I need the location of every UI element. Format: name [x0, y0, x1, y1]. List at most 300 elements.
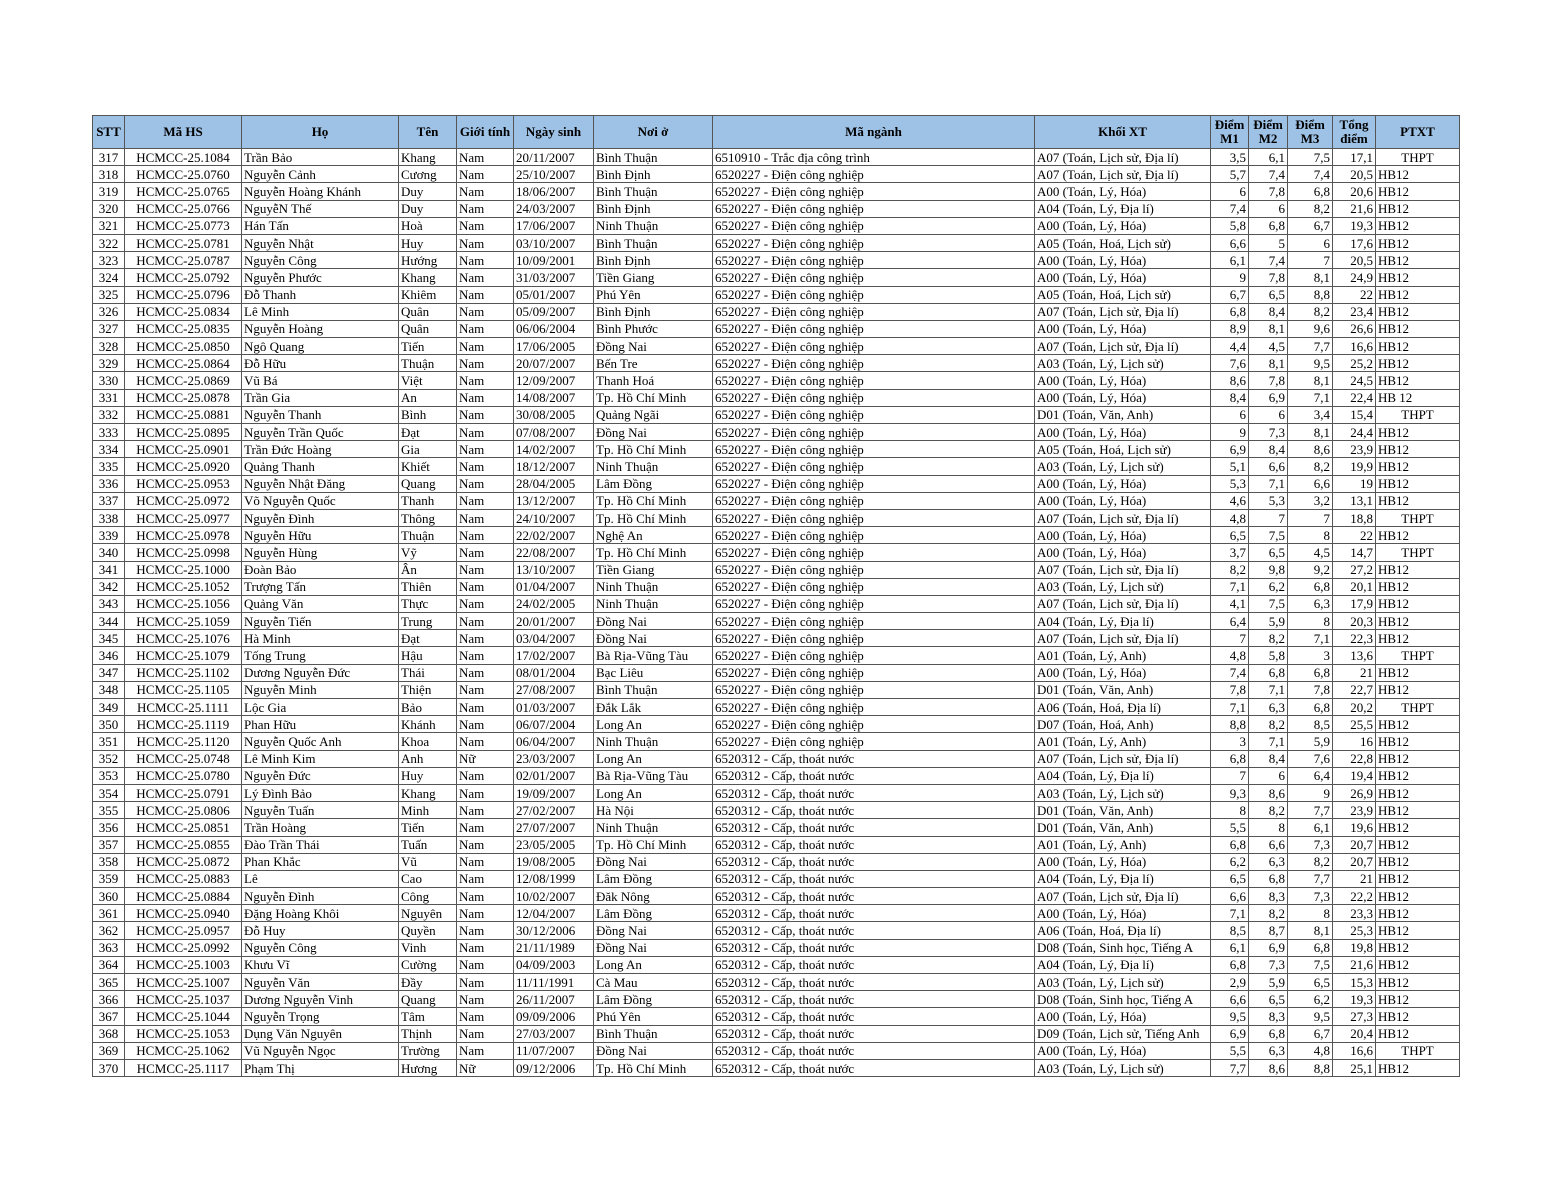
cell-ma-hs: HCMCC-25.0851 — [125, 819, 242, 836]
cell-stt: 317 — [93, 149, 125, 166]
cell-ma-nganh: 6520312 - Cấp, thoát nước — [713, 819, 1035, 836]
cell-ma-hs: HCMCC-25.1052 — [125, 578, 242, 595]
cell-ho: Phan Khắc — [242, 853, 399, 870]
cell-noi-o: Bình Phước — [594, 320, 713, 337]
cell-tong-diem: 19,8 — [1333, 939, 1376, 956]
cell-gioi-tinh: Nam — [457, 424, 514, 441]
cell-diem-m2: 6,5 — [1249, 286, 1288, 303]
cell-ma-nganh: 6520312 - Cấp, thoát nước — [713, 974, 1035, 991]
cell-ma-hs: HCMCC-25.0884 — [125, 888, 242, 905]
cell-ptxt: HB12 — [1376, 716, 1460, 733]
cell-noi-o: Tp. Hồ Chí Minh — [594, 509, 713, 526]
cell-diem-m3: 3,4 — [1288, 406, 1333, 423]
cell-ptxt: HB12 — [1376, 441, 1460, 458]
cell-ptxt: HB12 — [1376, 595, 1460, 612]
cell-gioi-tinh: Nam — [457, 338, 514, 355]
cell-tong-diem: 22,7 — [1333, 681, 1376, 698]
cell-ho: Võ Nguyễn Quốc — [242, 492, 399, 509]
cell-ngay-sinh: 21/11/1989 — [514, 939, 594, 956]
cell-noi-o: Đồng Nai — [594, 939, 713, 956]
cell-diem-m1: 6,4 — [1211, 613, 1249, 630]
cell-diem-m3: 6,8 — [1288, 699, 1333, 716]
table-row — [93, 372, 1460, 389]
cell-ho: Khưu Vĩ — [242, 956, 399, 973]
cell-ngay-sinh: 13/12/2007 — [514, 492, 594, 509]
cell-stt: 350 — [93, 716, 125, 733]
cell-ma-nganh: 6520227 - Điện công nghiệp — [713, 681, 1035, 698]
cell-ten: Thực — [399, 595, 457, 612]
table-row — [93, 561, 1460, 578]
cell-ma-nganh: 6520227 - Điện công nghiệp — [713, 234, 1035, 251]
cell-stt: 328 — [93, 338, 125, 355]
cell-ptxt: THPT — [1376, 1042, 1460, 1059]
cell-ngay-sinh: 24/10/2007 — [514, 509, 594, 526]
cell-khoi-xt: D07 (Toán, Hoá, Anh) — [1035, 716, 1211, 733]
cell-noi-o: Đắk Lắk — [594, 699, 713, 716]
cell-diem-m3: 4,8 — [1288, 1042, 1333, 1059]
cell-diem-m3: 9,5 — [1288, 355, 1333, 372]
cell-diem-m1: 6,9 — [1211, 1025, 1249, 1042]
cell-tong-diem: 24,4 — [1333, 424, 1376, 441]
cell-ma-nganh: 6520312 - Cấp, thoát nước — [713, 750, 1035, 767]
table-row — [93, 1059, 1460, 1076]
cell-diem-m3: 7,6 — [1288, 750, 1333, 767]
cell-noi-o: Bình Thuận — [594, 1025, 713, 1042]
cell-ten: Hậu — [399, 647, 457, 664]
table-row — [93, 286, 1460, 303]
cell-diem-m3: 6,3 — [1288, 595, 1333, 612]
cell-ten: Duy — [399, 200, 457, 217]
cell-ngay-sinh: 17/02/2007 — [514, 647, 594, 664]
table-row — [93, 269, 1460, 286]
cell-ngay-sinh: 23/03/2007 — [514, 750, 594, 767]
cell-tong-diem: 19,4 — [1333, 767, 1376, 784]
cell-stt: 329 — [93, 355, 125, 372]
cell-stt: 354 — [93, 784, 125, 801]
cell-ma-nganh: 6520227 - Điện công nghiệp — [713, 561, 1035, 578]
cell-khoi-xt: A01 (Toán, Lý, Anh) — [1035, 647, 1211, 664]
cell-gioi-tinh: Nam — [457, 320, 514, 337]
cell-noi-o: Tiền Giang — [594, 561, 713, 578]
cell-stt: 322 — [93, 234, 125, 251]
cell-diem-m1: 6,1 — [1211, 252, 1249, 269]
cell-ptxt: HB12 — [1376, 1008, 1460, 1025]
cell-ngay-sinh: 13/10/2007 — [514, 561, 594, 578]
cell-tong-diem: 25,1 — [1333, 1059, 1376, 1076]
cell-diem-m1: 8,6 — [1211, 372, 1249, 389]
cell-ma-hs: HCMCC-25.0878 — [125, 389, 242, 406]
cell-khoi-xt: A06 (Toán, Hoá, Địa lí) — [1035, 699, 1211, 716]
col-header-ptxt: PTXT — [1376, 116, 1460, 149]
cell-ngay-sinh: 17/06/2007 — [514, 217, 594, 234]
cell-noi-o: Ninh Thuận — [594, 819, 713, 836]
cell-ma-hs: HCMCC-25.0806 — [125, 802, 242, 819]
cell-noi-o: Bà Rịa-Vũng Tàu — [594, 647, 713, 664]
cell-ptxt: HB12 — [1376, 939, 1460, 956]
cell-tong-diem: 22,8 — [1333, 750, 1376, 767]
cell-ptxt: THPT — [1376, 647, 1460, 664]
cell-tong-diem: 25,2 — [1333, 355, 1376, 372]
table-row — [93, 406, 1460, 423]
cell-ho: Đoàn Bảo — [242, 561, 399, 578]
cell-diem-m2: 7,4 — [1249, 166, 1288, 183]
cell-ma-hs: HCMCC-25.0972 — [125, 492, 242, 509]
cell-ma-nganh: 6520312 - Cấp, thoát nước — [713, 1025, 1035, 1042]
cell-stt: 356 — [93, 819, 125, 836]
cell-khoi-xt: A00 (Toán, Lý, Hóa) — [1035, 372, 1211, 389]
cell-khoi-xt: A03 (Toán, Lý, Lịch sử) — [1035, 784, 1211, 801]
cell-ten: Đạt — [399, 424, 457, 441]
table-row — [93, 784, 1460, 801]
cell-ngay-sinh: 06/06/2004 — [514, 320, 594, 337]
cell-diem-m1: 3 — [1211, 733, 1249, 750]
cell-tong-diem: 24,5 — [1333, 372, 1376, 389]
cell-ho: Nguyễn Minh — [242, 681, 399, 698]
table-row — [93, 509, 1460, 526]
cell-ho: Nguyễn Hoàng Khánh — [242, 183, 399, 200]
cell-noi-o: Tp. Hồ Chí Minh — [594, 389, 713, 406]
cell-ho: Phan Hữu — [242, 716, 399, 733]
cell-ptxt: HB12 — [1376, 733, 1460, 750]
cell-gioi-tinh: Nam — [457, 389, 514, 406]
cell-diem-m1: 5,1 — [1211, 458, 1249, 475]
cell-diem-m3: 9,6 — [1288, 320, 1333, 337]
cell-ho: Lê — [242, 870, 399, 887]
cell-diem-m3: 8,8 — [1288, 286, 1333, 303]
cell-ma-hs: HCMCC-25.0792 — [125, 269, 242, 286]
cell-stt: 362 — [93, 922, 125, 939]
cell-ma-nganh: 6520312 - Cấp, thoát nước — [713, 939, 1035, 956]
cell-tong-diem: 14,7 — [1333, 544, 1376, 561]
cell-ngay-sinh: 27/02/2007 — [514, 802, 594, 819]
cell-ma-nganh: 6520312 - Cấp, thoát nước — [713, 1059, 1035, 1076]
cell-ho: Nguyễn Quốc Anh — [242, 733, 399, 750]
cell-ngay-sinh: 07/08/2007 — [514, 424, 594, 441]
table-row — [93, 149, 1460, 166]
cell-diem-m1: 9,5 — [1211, 1008, 1249, 1025]
table-row — [93, 320, 1460, 337]
cell-ma-nganh: 6520227 - Điện công nghiệp — [713, 303, 1035, 320]
cell-diem-m3: 8,1 — [1288, 424, 1333, 441]
cell-tong-diem: 21,6 — [1333, 200, 1376, 217]
cell-noi-o: Tp. Hồ Chí Minh — [594, 492, 713, 509]
cell-tong-diem: 23,9 — [1333, 802, 1376, 819]
cell-diem-m1: 5,5 — [1211, 1042, 1249, 1059]
cell-noi-o: Nghệ An — [594, 527, 713, 544]
cell-tong-diem: 20,2 — [1333, 699, 1376, 716]
cell-noi-o: Đồng Nai — [594, 853, 713, 870]
table-row — [93, 630, 1460, 647]
cell-diem-m2: 6,2 — [1249, 578, 1288, 595]
cell-ngay-sinh: 12/09/2007 — [514, 372, 594, 389]
cell-diem-m1: 2,9 — [1211, 974, 1249, 991]
col-header-noi-o: Nơi ở — [594, 116, 713, 149]
cell-ptxt: HB12 — [1376, 613, 1460, 630]
cell-diem-m1: 7,1 — [1211, 578, 1249, 595]
cell-ten: Thái — [399, 664, 457, 681]
cell-khoi-xt: A03 (Toán, Lý, Lịch sử) — [1035, 355, 1211, 372]
cell-noi-o: Lâm Đồng — [594, 870, 713, 887]
cell-ma-nganh: 6510910 - Trắc địa công trình — [713, 149, 1035, 166]
table-row — [93, 595, 1460, 612]
cell-khoi-xt: D01 (Toán, Văn, Anh) — [1035, 819, 1211, 836]
cell-diem-m3: 7,8 — [1288, 681, 1333, 698]
cell-ho: Nguyễn Hữu — [242, 527, 399, 544]
cell-tong-diem: 27,3 — [1333, 1008, 1376, 1025]
cell-diem-m1: 4,4 — [1211, 338, 1249, 355]
cell-ho: Đào Trần Thái — [242, 836, 399, 853]
cell-ten: Đầy — [399, 974, 457, 991]
cell-ma-nganh: 6520227 - Điện công nghiệp — [713, 699, 1035, 716]
cell-ma-hs: HCMCC-25.0791 — [125, 784, 242, 801]
col-header-ho: Họ — [242, 116, 399, 149]
cell-gioi-tinh: Nam — [457, 630, 514, 647]
cell-ngay-sinh: 19/09/2007 — [514, 784, 594, 801]
cell-noi-o: Đồng Nai — [594, 922, 713, 939]
cell-ptxt: HB12 — [1376, 991, 1460, 1008]
cell-noi-o: Thanh Hoá — [594, 372, 713, 389]
table-row — [93, 1025, 1460, 1042]
col-header-tong-diem: Tổng điểm — [1333, 116, 1376, 149]
cell-ho: Vũ Nguyễn Ngọc — [242, 1042, 399, 1059]
cell-ngay-sinh: 12/08/1999 — [514, 870, 594, 887]
cell-khoi-xt: A07 (Toán, Lịch sử, Địa lí) — [1035, 509, 1211, 526]
cell-ngay-sinh: 22/08/2007 — [514, 544, 594, 561]
cell-ptxt: HB12 — [1376, 561, 1460, 578]
table-row — [93, 338, 1460, 355]
cell-diem-m2: 7,1 — [1249, 475, 1288, 492]
cell-khoi-xt: A00 (Toán, Lý, Hóa) — [1035, 183, 1211, 200]
cell-diem-m2: 8,6 — [1249, 1059, 1288, 1076]
cell-gioi-tinh: Nam — [457, 406, 514, 423]
table-row — [93, 578, 1460, 595]
cell-ma-hs: HCMCC-25.1062 — [125, 1042, 242, 1059]
cell-diem-m2: 6,9 — [1249, 389, 1288, 406]
cell-ten: Hướng — [399, 252, 457, 269]
cell-noi-o: Ninh Thuận — [594, 733, 713, 750]
cell-noi-o: Bạc Liêu — [594, 664, 713, 681]
cell-ten: Hương — [399, 1059, 457, 1076]
cell-ma-hs: HCMCC-25.0977 — [125, 509, 242, 526]
cell-khoi-xt: A00 (Toán, Lý, Hóa) — [1035, 320, 1211, 337]
cell-noi-o: Bình Thuận — [594, 183, 713, 200]
cell-tong-diem: 21 — [1333, 870, 1376, 887]
cell-ho: NguyễN Thế — [242, 200, 399, 217]
cell-noi-o: Long An — [594, 956, 713, 973]
cell-gioi-tinh: Nam — [457, 234, 514, 251]
cell-diem-m2: 6,5 — [1249, 991, 1288, 1008]
table-row — [93, 183, 1460, 200]
cell-ngay-sinh: 24/03/2007 — [514, 200, 594, 217]
cell-diem-m1: 4,8 — [1211, 509, 1249, 526]
cell-gioi-tinh: Nam — [457, 664, 514, 681]
cell-ma-nganh: 6520312 - Cấp, thoát nước — [713, 888, 1035, 905]
cell-ptxt: HB12 — [1376, 630, 1460, 647]
cell-gioi-tinh: Nam — [457, 956, 514, 973]
table-row — [93, 888, 1460, 905]
table-row — [93, 991, 1460, 1008]
cell-ma-hs: HCMCC-25.0787 — [125, 252, 242, 269]
cell-tong-diem: 20,1 — [1333, 578, 1376, 595]
cell-stt: 325 — [93, 286, 125, 303]
cell-diem-m1: 5,3 — [1211, 475, 1249, 492]
cell-ngay-sinh: 23/05/2005 — [514, 836, 594, 853]
cell-diem-m2: 7,1 — [1249, 733, 1288, 750]
cell-diem-m2: 6,1 — [1249, 149, 1288, 166]
cell-ptxt: HB12 — [1376, 802, 1460, 819]
cell-ten: Khang — [399, 269, 457, 286]
cell-ten: Bình — [399, 406, 457, 423]
table-row — [93, 355, 1460, 372]
table-row — [93, 819, 1460, 836]
cell-gioi-tinh: Nam — [457, 613, 514, 630]
cell-ma-hs: HCMCC-25.0766 — [125, 200, 242, 217]
cell-khoi-xt: A04 (Toán, Lý, Địa lí) — [1035, 870, 1211, 887]
cell-ngay-sinh: 20/01/2007 — [514, 613, 594, 630]
cell-diem-m1: 4,1 — [1211, 595, 1249, 612]
cell-diem-m2: 6,6 — [1249, 458, 1288, 475]
cell-ten: Vũ — [399, 853, 457, 870]
cell-ten: Thiên — [399, 578, 457, 595]
cell-khoi-xt: A04 (Toán, Lý, Địa lí) — [1035, 200, 1211, 217]
cell-gioi-tinh: Nam — [457, 166, 514, 183]
cell-ptxt: HB12 — [1376, 303, 1460, 320]
cell-ten: Huy — [399, 767, 457, 784]
cell-ho: Tống Trung — [242, 647, 399, 664]
cell-diem-m1: 8,9 — [1211, 320, 1249, 337]
cell-diem-m2: 8,2 — [1249, 802, 1288, 819]
cell-ma-hs: HCMCC-25.0773 — [125, 217, 242, 234]
cell-ma-hs: HCMCC-25.0920 — [125, 458, 242, 475]
cell-stt: 363 — [93, 939, 125, 956]
cell-ma-hs: HCMCC-25.1003 — [125, 956, 242, 973]
cell-diem-m3: 8,6 — [1288, 441, 1333, 458]
cell-khoi-xt: A03 (Toán, Lý, Lịch sử) — [1035, 578, 1211, 595]
cell-diem-m3: 6,6 — [1288, 475, 1333, 492]
cell-ho: Nguyễn Công — [242, 252, 399, 269]
cell-diem-m3: 9,5 — [1288, 1008, 1333, 1025]
cell-khoi-xt: A06 (Toán, Hoá, Địa lí) — [1035, 922, 1211, 939]
cell-stt: 334 — [93, 441, 125, 458]
cell-ma-nganh: 6520227 - Điện công nghiệp — [713, 217, 1035, 234]
cell-noi-o: Tp. Hồ Chí Minh — [594, 544, 713, 561]
cell-noi-o: Lâm Đồng — [594, 475, 713, 492]
cell-ten: Khiết — [399, 458, 457, 475]
cell-ten: Ân — [399, 561, 457, 578]
cell-diem-m1: 7,6 — [1211, 355, 1249, 372]
cell-diem-m1: 8,8 — [1211, 716, 1249, 733]
cell-gioi-tinh: Nam — [457, 784, 514, 801]
cell-ho: Ngô Quang — [242, 338, 399, 355]
cell-ma-nganh: 6520227 - Điện công nghiệp — [713, 475, 1035, 492]
cell-diem-m2: 5,3 — [1249, 492, 1288, 509]
cell-ma-nganh: 6520227 - Điện công nghiệp — [713, 424, 1035, 441]
cell-tong-diem: 27,2 — [1333, 561, 1376, 578]
cell-ma-nganh: 6520227 - Điện công nghiệp — [713, 595, 1035, 612]
cell-ma-nganh: 6520227 - Điện công nghiệp — [713, 269, 1035, 286]
cell-diem-m1: 6,9 — [1211, 441, 1249, 458]
cell-diem-m3: 8,1 — [1288, 922, 1333, 939]
cell-ngay-sinh: 27/08/2007 — [514, 681, 594, 698]
cell-diem-m2: 6,6 — [1249, 836, 1288, 853]
cell-noi-o: Bình Thuận — [594, 681, 713, 698]
cell-ngay-sinh: 26/11/2007 — [514, 991, 594, 1008]
cell-ten: Hoà — [399, 217, 457, 234]
cell-ptxt: HB12 — [1376, 681, 1460, 698]
cell-ma-hs: HCMCC-25.1079 — [125, 647, 242, 664]
cell-tong-diem: 17,9 — [1333, 595, 1376, 612]
cell-khoi-xt: A00 (Toán, Lý, Hóa) — [1035, 424, 1211, 441]
cell-ptxt: THPT — [1376, 544, 1460, 561]
cell-diem-m3: 6,7 — [1288, 217, 1333, 234]
cell-ten: Thông — [399, 509, 457, 526]
cell-gioi-tinh: Nam — [457, 372, 514, 389]
cell-tong-diem: 17,1 — [1333, 149, 1376, 166]
cell-gioi-tinh: Nam — [457, 733, 514, 750]
cell-ten: Công — [399, 888, 457, 905]
cell-ma-hs: HCMCC-25.1120 — [125, 733, 242, 750]
cell-diem-m3: 7,7 — [1288, 802, 1333, 819]
cell-khoi-xt: A03 (Toán, Lý, Lịch sử) — [1035, 974, 1211, 991]
cell-gioi-tinh: Nam — [457, 647, 514, 664]
cell-tong-diem: 26,9 — [1333, 784, 1376, 801]
cell-ma-hs: HCMCC-25.0978 — [125, 527, 242, 544]
table-row — [93, 613, 1460, 630]
cell-noi-o: Phú Yên — [594, 286, 713, 303]
cell-ma-hs: HCMCC-25.1084 — [125, 149, 242, 166]
cell-noi-o: Đồng Nai — [594, 613, 713, 630]
cell-ngay-sinh: 30/12/2006 — [514, 922, 594, 939]
cell-ma-hs: HCMCC-25.0881 — [125, 406, 242, 423]
cell-stt: 368 — [93, 1025, 125, 1042]
cell-ho: Nguyễn Thanh — [242, 406, 399, 423]
cell-diem-m1: 3,5 — [1211, 149, 1249, 166]
cell-ten: Bảo — [399, 699, 457, 716]
col-header-ma-nganh: Mã ngành — [713, 116, 1035, 149]
cell-tong-diem: 13,6 — [1333, 647, 1376, 664]
cell-gioi-tinh: Nam — [457, 870, 514, 887]
cell-ma-nganh: 6520227 - Điện công nghiệp — [713, 716, 1035, 733]
cell-ho: Trượng Tấn — [242, 578, 399, 595]
cell-diem-m3: 6,7 — [1288, 1025, 1333, 1042]
cell-ten: Anh — [399, 750, 457, 767]
cell-ptxt: HB12 — [1376, 338, 1460, 355]
cell-ngay-sinh: 27/03/2007 — [514, 1025, 594, 1042]
cell-diem-m1: 6,8 — [1211, 956, 1249, 973]
table-row — [93, 716, 1460, 733]
cell-noi-o: Bình Định — [594, 303, 713, 320]
cell-gioi-tinh: Nam — [457, 286, 514, 303]
cell-diem-m3: 8,8 — [1288, 1059, 1333, 1076]
cell-ho: Đỗ Huy — [242, 922, 399, 939]
table-row — [93, 802, 1460, 819]
cell-gioi-tinh: Nam — [457, 716, 514, 733]
cell-stt: 327 — [93, 320, 125, 337]
cell-noi-o: Bình Thuận — [594, 149, 713, 166]
cell-diem-m3: 6,4 — [1288, 767, 1333, 784]
cell-ten: Quân — [399, 303, 457, 320]
cell-ptxt: HB12 — [1376, 166, 1460, 183]
cell-diem-m3: 7,1 — [1288, 630, 1333, 647]
cell-ma-hs: HCMCC-25.0953 — [125, 475, 242, 492]
table-row — [93, 389, 1460, 406]
cell-khoi-xt: A00 (Toán, Lý, Hóa) — [1035, 544, 1211, 561]
cell-gioi-tinh: Nam — [457, 1042, 514, 1059]
cell-ngay-sinh: 24/02/2005 — [514, 595, 594, 612]
cell-ma-nganh: 6520227 - Điện công nghiệp — [713, 733, 1035, 750]
cell-gioi-tinh: Nam — [457, 441, 514, 458]
cell-ngay-sinh: 10/09/2001 — [514, 252, 594, 269]
